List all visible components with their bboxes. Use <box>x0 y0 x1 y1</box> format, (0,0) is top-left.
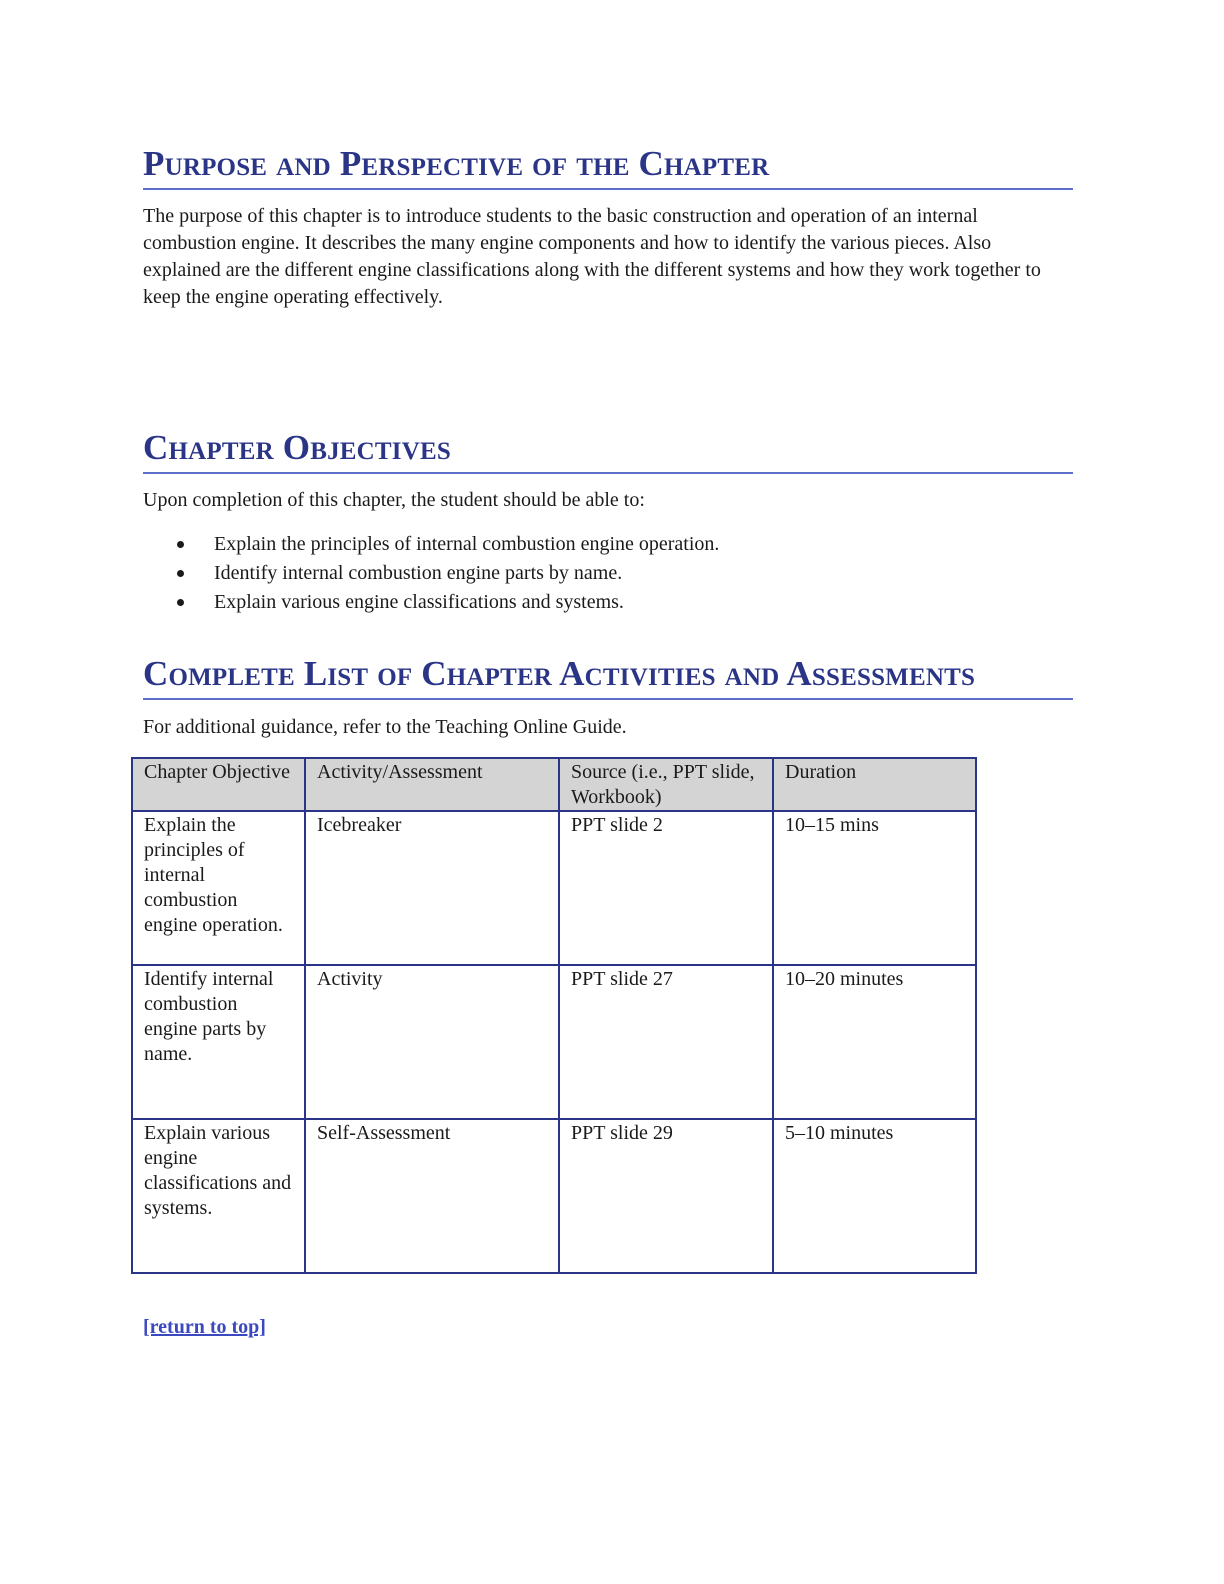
table-header-row <box>132 758 976 811</box>
table-row <box>132 965 976 1119</box>
purpose-heading: Purpose and Perspective of the Chapter <box>143 144 1073 190</box>
objective-item <box>143 559 719 588</box>
cell-source: PPT slide 29 <box>559 1119 773 1273</box>
objective-item <box>143 530 719 559</box>
purpose-paragraph: The purpose of this chapter is to introduce students to the basic construction and operation of an internal combustion engine. It describes the many engine components and how to identify the various pieces. Also explained are the different engine classifications along with the different systems and how they work together to keep the engine operating effectively. <box>143 205 1041 308</box>
bullet-icon <box>177 570 184 577</box>
objective-text: Explain the principles of internal combustion engine operation. <box>214 533 720 555</box>
header-chapter-objective: Chapter Objective <box>132 758 305 811</box>
cell-duration: 10–15 mins <box>773 811 976 965</box>
cell-objective: Identify internal combustion engine parts by name. <box>132 965 305 1119</box>
cell-duration: 10–20 minutes <box>773 965 976 1119</box>
table-row <box>132 1119 976 1273</box>
bullet-icon <box>177 599 184 606</box>
cell-objective: Explain various engine classifications and systems. <box>132 1119 305 1273</box>
objectives-intro: Upon completion of this chapter, the student should be able to: <box>143 489 645 511</box>
activities-intro: For additional guidance, refer to the Teaching Online Guide. <box>143 716 627 738</box>
cell-activity: Icebreaker <box>305 811 559 965</box>
activities-table <box>131 757 977 1274</box>
activities-heading: Complete List of Chapter Activities and Assessments <box>143 654 1073 700</box>
objective-text: Identify internal combustion engine parts by name. <box>214 562 623 584</box>
cell-activity: Self-Assessment <box>305 1119 559 1273</box>
objectives-heading: Chapter Objectives <box>143 428 1073 474</box>
return-to-top-link[interactable]: [return to top] <box>143 1316 266 1338</box>
header-duration: Duration <box>773 758 976 811</box>
cell-activity: Activity <box>305 965 559 1119</box>
cell-source: PPT slide 27 <box>559 965 773 1119</box>
table-row <box>132 811 976 965</box>
objective-text: Explain various engine classifications and systems. <box>214 591 624 613</box>
objective-item <box>143 588 719 617</box>
header-source: Source (i.e., PPT slide, Workbook) <box>559 758 773 811</box>
cell-duration: 5–10 minutes <box>773 1119 976 1273</box>
cell-objective: Explain the principles of internal combustion engine operation. <box>132 811 305 965</box>
cell-source: PPT slide 2 <box>559 811 773 965</box>
bullet-icon <box>177 541 184 548</box>
header-activity-assessment: Activity/Assessment <box>305 758 559 811</box>
objectives-list <box>143 530 719 617</box>
